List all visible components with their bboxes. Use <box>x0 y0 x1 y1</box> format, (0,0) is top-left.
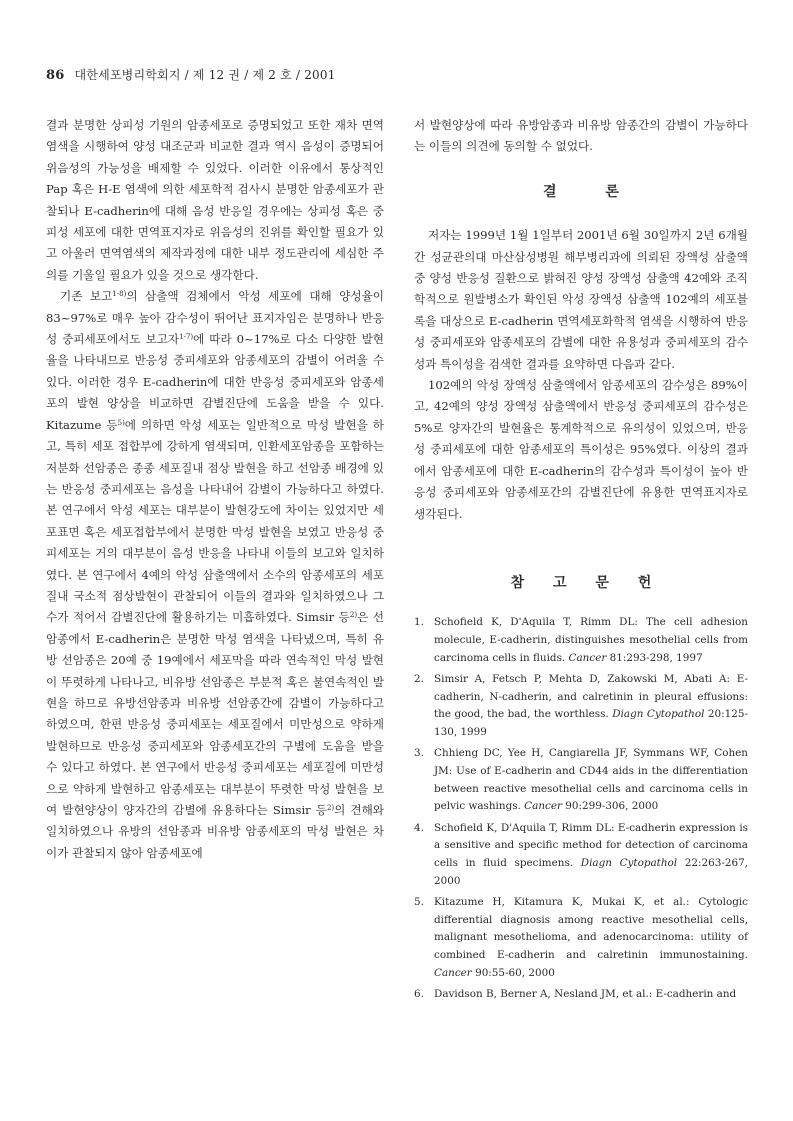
reference-tail: 90:299-306, 2000 <box>561 800 659 813</box>
reference-item <box>414 671 748 741</box>
reference-text: Schofield K, D'Aquila T, Rimm DL: The cell adhesion molecule, E-cadherin, distinguishes mesothelial cells from carcinoma cells in fluids. <box>434 616 748 664</box>
citation-superscript: 2) <box>326 804 335 812</box>
reference-journal: Cancer <box>524 800 562 813</box>
paragraph <box>46 286 384 864</box>
reference-tail: 81:293-298, 1997 <box>606 651 703 664</box>
text-run: 에 따라 0~17%로 다소 다양한 발현율을 나타내므로 반응성 중피세포와 암종세포의 감별이 어려울 수 있다. 이러한 경우 E-cadherin에 대한 반응성 중피세포와 암종세포의 발현 양상을 비교하면 감별진단에 도움을 받을 수 있다. Kitazume 등 <box>46 332 384 432</box>
reference-journal: Diagn Cytopathol <box>580 857 678 870</box>
reference-tail: 90:55-60, 2000 <box>471 966 555 979</box>
paragraph: 102예의 악성 장액성 삼출액에서 암종세포의 감수성은 89%이고, 42예의 양성 장액성 삼출액에서 반응성 중피세포의 감수성은 5%로 양자간의 발현율은 통계학적으로 유의성이 있었으며, 반응성 중피세포에 대한 암종세포의 특이성은 95%였다. 이상의 결과에서 암종세포에 대한 E-cadherin의 감수성과 특이성이 높아 반응성 중피세포와 암종세포간의 감별진단에 유용한 면역표지자로 생각된다. <box>414 378 748 521</box>
reference-list <box>414 614 748 1003</box>
text-run: 기존 보고 <box>60 289 113 304</box>
reference-journal: Diagn Cytopathol <box>612 708 705 721</box>
paragraph: 저자는 1999년 1월 1일부터 2001년 6월 30일까지 2년 6개월간 성균관의대 마산삼성병원 해부병리과에 의뢰된 장액성 삼출액 중 양성 반응성 질환으로 밝혀진 양성 장액성 삼출액 42예와 조직학적으로 원발병소가 확인된 악성 장액성 삼출액 102예의 세포블록을 대상으로 E-cadherin 면역세포화학적 염색을 시행하여 반응성 중피세포와 암종세포의 감별에 대한 유용성과 중피세포의 감수성과 특이성을 검색한 결과를 요약하면 다음과 같다. <box>414 228 748 371</box>
reference-number: 3. <box>414 747 424 760</box>
text-run: 의 견해와 일치하였으나 유방의 선암종과 비유방 암종세포의 막성 발현은 차이가 관찰되지 않아 암종세포에 <box>46 803 385 860</box>
reference-journal: Cancer <box>434 966 472 979</box>
reference-tail: 20:125-130, 1999 <box>434 708 748 738</box>
citation-superscript: 1-7) <box>179 333 194 342</box>
reference-text: Davidson B, Berner A, Nesland JM, et al.: E-cadherin and <box>434 988 737 1001</box>
reference-text: Chhieng DC, Yee H, Cangiarella JF, Symmans WF, Cohen JM: Use of E-cadherin and CD44 aids in the differentiation between reactive mesothelial cells and carcinoma cells in pelvic washings. <box>434 747 748 813</box>
right-column <box>414 115 748 1008</box>
reference-item <box>414 986 748 1004</box>
citation-superscript: 5) <box>117 418 125 427</box>
reference-text: Schofield K, D'Aquila T, Rimm DL: E-cadherin expression is a sensitive and specific method for detection of carcinoma cells in fluid specimens. <box>434 821 748 870</box>
paragraph: 결과 분명한 상피성 기원의 암종세포로 증명되었고 또한 재차 면역염색을 시행하여 양성 대조군과 비교한 결과 역시 음성이 증명되어 위음성의 가능성을 배제할 수 있었다. 이러한 이유에서 통상적인 Pap 혹은 H-E 염색에 의한 세포학적 검사시 분명한 암종세포가 관찰되나 E-cadherin에 대해 음성 반응일 경우에는 상피성 혹은 중피성 세포에 대한 면역표지자로 위음성의 진위를 확인할 필요가 있고 아울러 면역염색의 제작과정에 대한 내부 정도관리에 세심한 주의를 기울일 필요가 있을 것으로 생각한다. <box>46 118 384 282</box>
reference-text: Kitazume H, Kitamura K, Mukai K, et al.: Cytologic differential diagnosis among reactive mesothelial cells, malignant mesothelioma, and adenocarcinoma: utility of combined E-cadherin and calretinin immunostaining. <box>434 896 748 961</box>
left-column <box>46 115 384 864</box>
reference-number: 5. <box>414 896 424 909</box>
reference-item <box>414 745 748 815</box>
reference-number: 6. <box>414 988 424 1001</box>
paragraph: 서 발현양상에 따라 유방암종과 비유방 암종간의 감별이 가능하다는 이들의 의견에 동의할 수 없었다. <box>414 118 748 154</box>
references-heading: 참 고 문 헌 <box>510 574 664 591</box>
text-run: 은 선암종에서 E-cadherin은 분명한 막성 염색을 나타냈으며, 특히 유방 선암종은 20예 중 19예에서 세포막을 따라 연속적인 막성 발현이 뚜렷하게 나타나고, 비유방 선암종은 부분적 혹은 불연속적인 발현을 하므로 유방선암종과 비유방 선암종간에 감별이 가능하다고 하였으며, 한편 반응성 중피세포는 세포질에서 미만성으로 약하게 발현하므로 반응성 중피세포와 암종세포간의 구별에 도움을 받을 수 있다고 하였다. 본 연구에서 반응성 중피세포는 세포질에 미만성으로 약하게 발현하고 암종세포는 대부분이 뚜렷한 막성 발현을 보여 발현양상이 양자간의 감별에 유용하다는 Simsir 등 <box>46 610 384 817</box>
citation-superscript: 1-8) <box>112 290 127 299</box>
reference-item <box>414 614 748 667</box>
reference-journal: Cancer <box>568 651 607 664</box>
reference-item <box>414 894 748 982</box>
reference-tail: 22:263-267, 2000 <box>434 857 748 887</box>
running-header <box>46 66 746 83</box>
reference-number: 2. <box>414 673 424 686</box>
reference-number: 4. <box>414 821 424 834</box>
citation-superscript: 2) <box>349 611 358 620</box>
reference-text: Simsir A, Fetsch P, Mehta D, Zakowski M, Abati A: E-cadherin, N-cadherin, and calretinin in pleural effusions: the good, the bad, the worthless. <box>434 673 748 721</box>
text-run: 의 삼출액 검체에서 악성 세포에 대해 양성율이 83~97%로 매우 높아 감수성이 뛰어난 표지자임은 분명하나 반응성 중피세포에서도 보고자 <box>46 289 385 347</box>
reference-number: 1. <box>414 616 424 629</box>
text-run: 에 의하면 악성 세포는 일반적으로 막성 발현을 하고, 특히 세포 접합부에 강하게 염색되며, 인환세포암종을 포함하는 저분화 선암종은 종종 세포질내 점상 발현을 하고 선암종 배경에 있는 반응성 중피세포는 음성을 나타내어 감별이 가능하다고 하였다. 본 연구에서 악성 세포는 대부분이 발현강도에 차이는 있었지만 세포표면 혹은 세포접합부에서 분명한 막성 발현을 보였고 반응성 중피세포는 거의 대부분이 음성 반응을 나타내 이들의 보고와 일치하였다. 본 연구에서 4예의 악성 삼출액에서 소수의 암종세포의 세포질내 국소적 점상발현이 관찰되어 이들의 결과와 일치하였으나 그 수가 적어서 감별진단에 활용하기는 미흡하였다. Simsir 등 <box>46 417 384 625</box>
reference-item <box>414 820 748 890</box>
conclusion-heading: 결 론 <box>543 183 641 200</box>
page-number: 86 <box>46 68 65 83</box>
journal-citation: 대한세포병리학회지 / 제 12 권 / 제 2 호 / 2001 <box>74 68 336 82</box>
